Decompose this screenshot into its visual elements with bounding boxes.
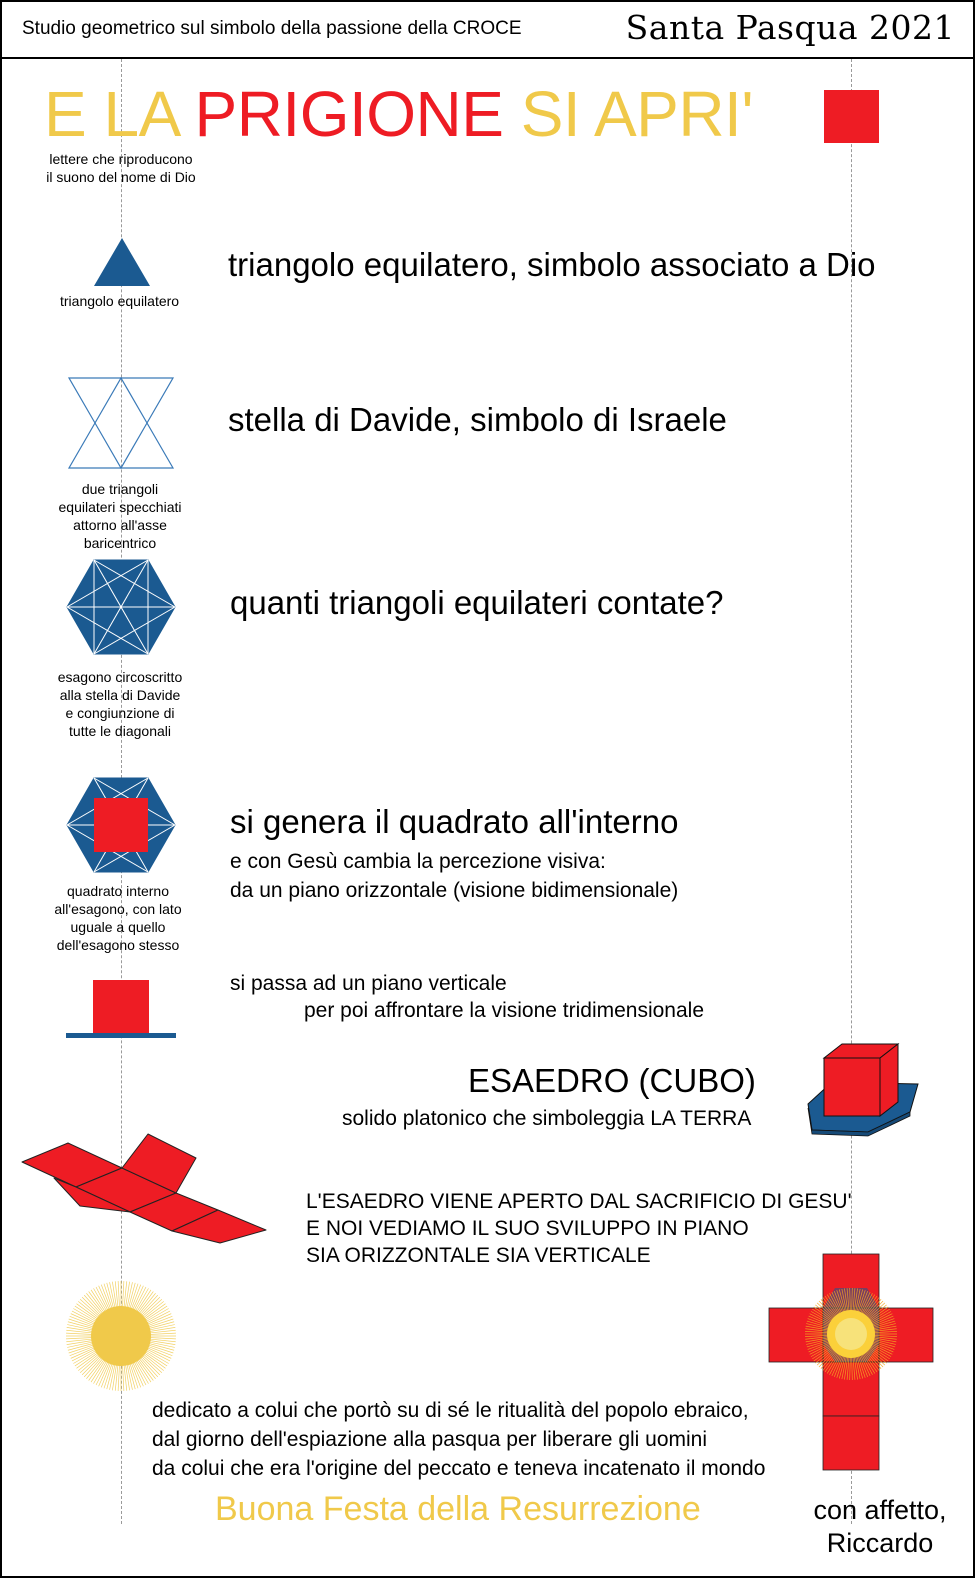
star-of-david-icon [65, 376, 177, 472]
hexagon-diagonals-icon [65, 558, 177, 656]
statement-square-line2: da un piano orizzontale (visione bidimensionale) [230, 879, 679, 902]
statement-star: stella di Davide, simbolo di Israele [228, 401, 727, 438]
cube-icon [806, 1042, 924, 1136]
hexagon-square-icon [65, 776, 177, 874]
statement-square-title: si genera il quadrato all'interno [230, 803, 679, 840]
header [2, 2, 973, 59]
statement-unfold: L'ESAEDRO VIENE APERTO DAL SACRIFICIO DI GESU' E NOI VEDIAMO IL SUO SVILUPPO IN PIANO SIA ORIZZONTALE SIA VERTICALE [306, 1190, 852, 1267]
sun-icon [65, 1280, 177, 1392]
statement-hexagon: quanti triangoli equilateri contate? [230, 584, 724, 621]
cube-net-icon [18, 1132, 270, 1244]
caption-triangle: triangolo equilatero [60, 293, 180, 309]
headline [44, 78, 754, 150]
headline-part2: PRIGIONE [194, 78, 504, 150]
statement-triangle: triangolo equilatero, simbolo associato a Dio [228, 246, 876, 283]
statement-vertical-line2: per poi affrontare la visione tridimensionale [304, 999, 705, 1022]
triangle-icon [92, 236, 152, 288]
dedication: dedicato a colui che portò su di sé le ritualità del popolo ebraico, dal giorno dell'espiazione alla pasqua per liberare gli uomini da colui che era l'origine del peccato e teneva incatenato il mondo [152, 1399, 766, 1480]
statement-cube-title: ESAEDRO (CUBO) [468, 1062, 756, 1099]
vertical-square-icon [65, 978, 177, 1040]
statement-square-line1: e con Gesù cambia la percezione visiva: [230, 850, 606, 873]
header-title: Santa Pasqua 2021 [625, 8, 955, 47]
caption-letters: lettere che riproducono il suono del nome di Dio [46, 151, 196, 185]
caption-star: due triangoli equilateri specchiati attorno all'asse baricentrico [58, 481, 182, 551]
footer-signature: con affetto, Riccardo [813, 1495, 947, 1558]
statement-vertical-line1: si passa ad un piano verticale [230, 972, 507, 995]
footer-greeting: Buona Festa della Resurrezione [215, 1490, 701, 1528]
caption-hexagon: esagono circoscritto alla stella di Davide e congiunzione di tutte le diagonali [57, 669, 183, 739]
red-square-icon [824, 90, 879, 143]
cross-sun-icon [768, 1252, 934, 1472]
headline-part3: SI APRI' [503, 78, 754, 150]
header-subtitle: Studio geometrico sul simbolo della passione della CROCE [22, 18, 522, 39]
statement-cube-sub: solido platonico che simboleggia LA TERRA [342, 1107, 752, 1130]
headline-part1: E LA [44, 78, 195, 150]
caption-square: quadrato interno all'esagono, con lato uguale a quello dell'esagono stesso [54, 883, 182, 953]
